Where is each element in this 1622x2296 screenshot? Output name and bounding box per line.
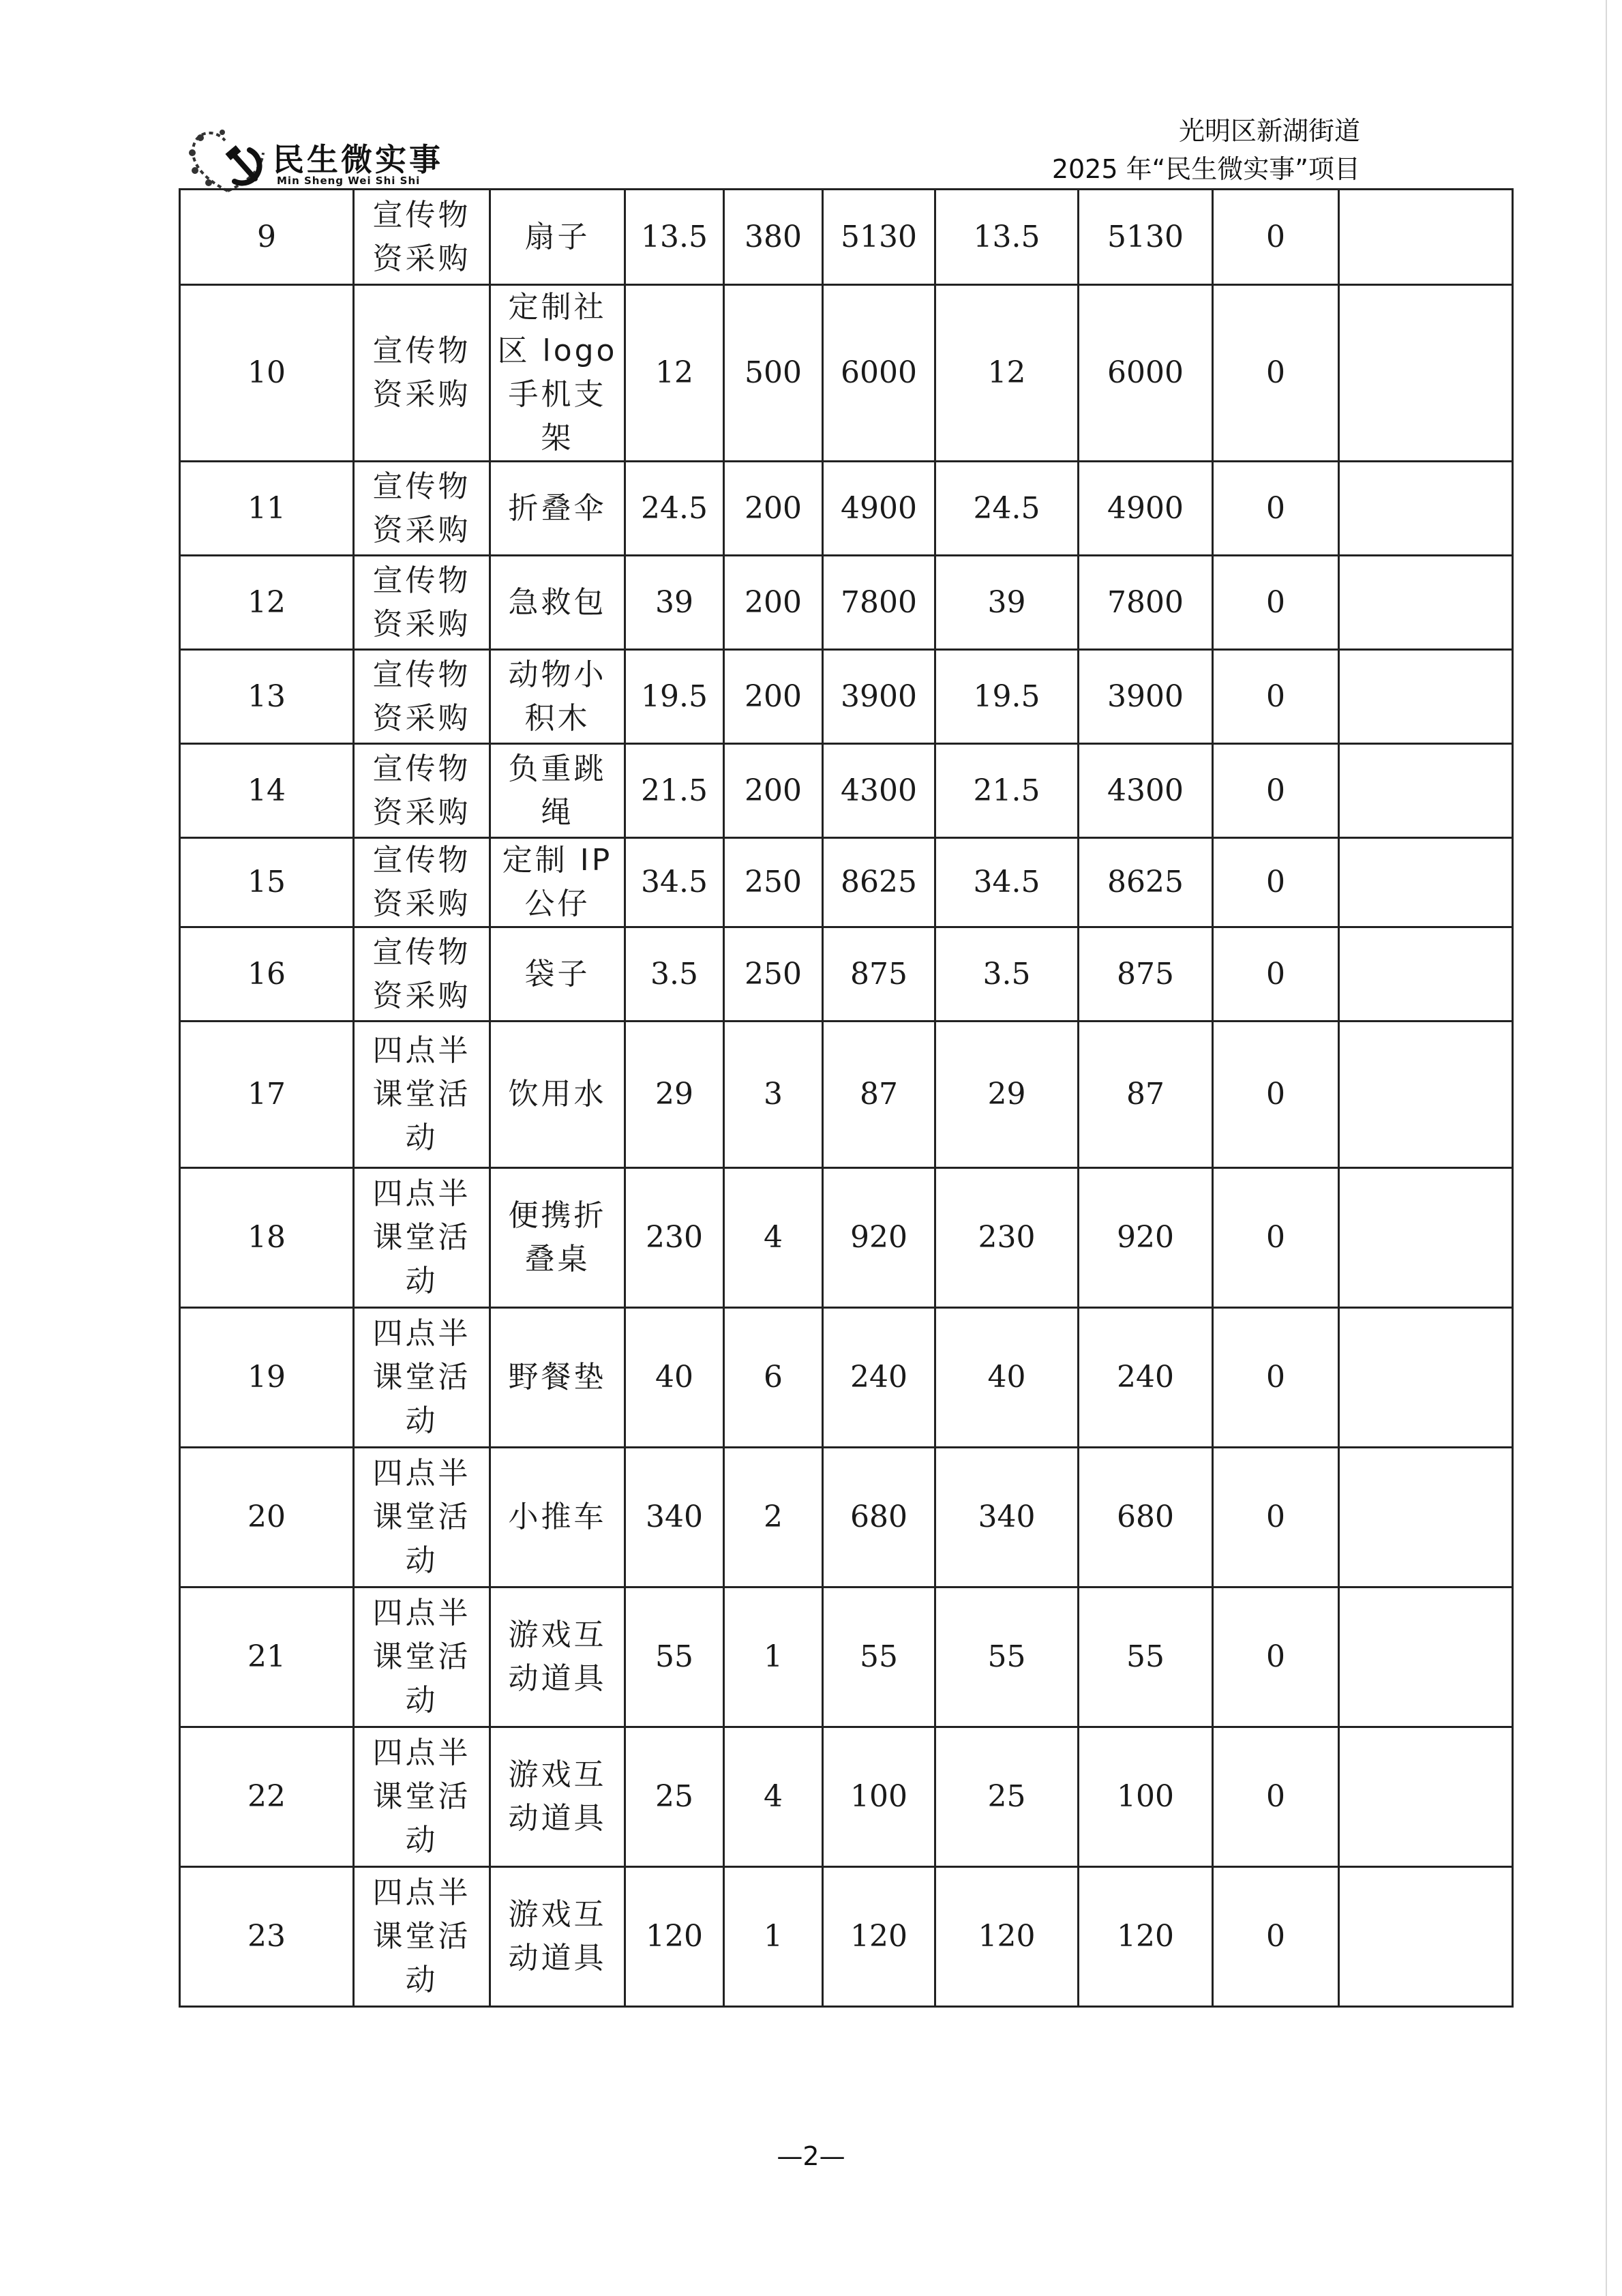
quantity-cell: 250 [724, 838, 823, 927]
table-body [180, 190, 1513, 2007]
table-row [180, 1867, 1513, 2007]
amount-cell: 920 [823, 1168, 935, 1308]
table-row [180, 927, 1513, 1022]
amount-cell: 87 [823, 1022, 935, 1168]
unit-price-cell: 25 [625, 1727, 724, 1867]
actual-amount-cell: 680 [1079, 1448, 1213, 1587]
item-name-cell: 定制社区 logo 手机支架 [490, 285, 625, 462]
difference-cell: 0 [1213, 838, 1339, 927]
item-name-cell: 折叠伞 [490, 462, 625, 556]
note-cell [1339, 927, 1513, 1022]
quantity-cell: 4 [724, 1168, 823, 1308]
actual-amount-cell: 87 [1079, 1022, 1213, 1168]
actual-price-cell: 340 [935, 1448, 1079, 1587]
actual-price-cell: 34.5 [935, 838, 1079, 927]
actual-price-cell: 3.5 [935, 927, 1079, 1022]
category-cell: 四点半课堂活动 [354, 1727, 490, 1867]
table-row [180, 1168, 1513, 1308]
quantity-cell: 380 [724, 190, 823, 285]
actual-price-cell: 55 [935, 1587, 1079, 1727]
unit-price-cell: 24.5 [625, 462, 724, 556]
actual-amount-cell: 5130 [1079, 190, 1213, 285]
item-name-cell: 游戏互动道具 [490, 1867, 625, 2007]
amount-cell: 680 [823, 1448, 935, 1587]
table-row [180, 1308, 1513, 1448]
category-cell: 宣传物资采购 [354, 190, 490, 285]
category-cell: 宣传物资采购 [354, 927, 490, 1022]
amount-cell: 8625 [823, 838, 935, 927]
table-row [180, 744, 1513, 838]
unit-price-cell: 13.5 [625, 190, 724, 285]
logo-subtitle: Min Sheng Wei Shi Shi [277, 175, 421, 187]
header-project: 2025 年“民生微实事”项目 [1051, 154, 1360, 184]
category-cell: 四点半课堂活动 [354, 1587, 490, 1727]
difference-cell: 0 [1213, 1022, 1339, 1168]
item-name-cell: 野餐垫 [490, 1308, 625, 1448]
note-cell [1339, 1308, 1513, 1448]
actual-amount-cell: 3900 [1079, 650, 1213, 744]
quantity-cell: 200 [724, 650, 823, 744]
actual-amount-cell: 920 [1079, 1168, 1213, 1308]
difference-cell: 0 [1213, 1168, 1339, 1308]
row-number: 16 [180, 927, 354, 1022]
quantity-cell: 500 [724, 285, 823, 462]
row-number: 21 [180, 1587, 354, 1727]
row-number: 17 [180, 1022, 354, 1168]
table-row [180, 556, 1513, 650]
quantity-cell: 200 [724, 556, 823, 650]
table-row [180, 1022, 1513, 1168]
difference-cell: 0 [1213, 1308, 1339, 1448]
actual-price-cell: 24.5 [935, 462, 1079, 556]
item-name-cell: 急救包 [490, 556, 625, 650]
minsheng-logo [184, 123, 470, 198]
amount-cell: 5130 [823, 190, 935, 285]
row-number: 22 [180, 1727, 354, 1867]
note-cell [1339, 1168, 1513, 1308]
item-name-cell: 游戏互动道具 [490, 1727, 625, 1867]
note-cell [1339, 1022, 1513, 1168]
item-name-cell: 动物小积木 [490, 650, 625, 744]
actual-price-cell: 13.5 [935, 190, 1079, 285]
amount-cell: 4900 [823, 462, 935, 556]
actual-amount-cell: 875 [1079, 927, 1213, 1022]
actual-amount-cell: 4900 [1079, 462, 1213, 556]
table-row [180, 462, 1513, 556]
item-name-cell: 便携折叠桌 [490, 1168, 625, 1308]
heart-wreath-icon [184, 123, 273, 198]
row-number: 12 [180, 556, 354, 650]
unit-price-cell: 340 [625, 1448, 724, 1587]
actual-price-cell: 12 [935, 285, 1079, 462]
category-cell: 宣传物资采购 [354, 462, 490, 556]
item-name-cell: 游戏互动道具 [490, 1587, 625, 1727]
row-number: 14 [180, 744, 354, 838]
difference-cell: 0 [1213, 1448, 1339, 1587]
item-name-cell: 负重跳绳 [490, 744, 625, 838]
item-name-cell: 小推车 [490, 1448, 625, 1587]
unit-price-cell: 29 [625, 1022, 724, 1168]
difference-cell: 0 [1213, 190, 1339, 285]
actual-price-cell: 21.5 [935, 744, 1079, 838]
quantity-cell: 200 [724, 462, 823, 556]
row-number: 20 [180, 1448, 354, 1587]
header-info [1052, 112, 1360, 188]
actual-amount-cell: 6000 [1079, 285, 1213, 462]
row-number: 11 [180, 462, 354, 556]
note-cell [1339, 556, 1513, 650]
actual-price-cell: 29 [935, 1022, 1079, 1168]
category-cell: 四点半课堂活动 [354, 1168, 490, 1308]
note-cell [1339, 1587, 1513, 1727]
quantity-cell: 200 [724, 744, 823, 838]
category-cell: 四点半课堂活动 [354, 1308, 490, 1448]
note-cell [1339, 190, 1513, 285]
item-name-cell: 定制 IP 公仔 [490, 838, 625, 927]
note-cell [1339, 1867, 1513, 2007]
unit-price-cell: 12 [625, 285, 724, 462]
category-cell: 宣传物资采购 [354, 556, 490, 650]
difference-cell: 0 [1213, 1587, 1339, 1727]
row-number: 15 [180, 838, 354, 927]
table-row [180, 285, 1513, 462]
actual-amount-cell: 120 [1079, 1867, 1213, 2007]
amount-cell: 875 [823, 927, 935, 1022]
difference-cell: 0 [1213, 1867, 1339, 2007]
row-number: 13 [180, 650, 354, 744]
item-name-cell: 饮用水 [490, 1022, 625, 1168]
page-number: —2— [777, 2141, 845, 2171]
table-row [180, 1587, 1513, 1727]
amount-cell: 6000 [823, 285, 935, 462]
note-cell [1339, 838, 1513, 927]
actual-amount-cell: 240 [1079, 1308, 1213, 1448]
actual-amount-cell: 7800 [1079, 556, 1213, 650]
actual-price-cell: 25 [935, 1727, 1079, 1867]
row-number: 23 [180, 1867, 354, 2007]
logo-title: 民生微实事 [273, 141, 443, 178]
quantity-cell: 250 [724, 927, 823, 1022]
unit-price-cell: 3.5 [625, 927, 724, 1022]
unit-price-cell: 120 [625, 1867, 724, 2007]
table-row [180, 838, 1513, 927]
unit-price-cell: 55 [625, 1587, 724, 1727]
actual-amount-cell: 8625 [1079, 838, 1213, 927]
quantity-cell: 1 [724, 1867, 823, 2007]
unit-price-cell: 40 [625, 1308, 724, 1448]
unit-price-cell: 230 [625, 1168, 724, 1308]
difference-cell: 0 [1213, 285, 1339, 462]
table-row [180, 190, 1513, 285]
unit-price-cell: 21.5 [625, 744, 724, 838]
quantity-cell: 6 [724, 1308, 823, 1448]
category-cell: 四点半课堂活动 [354, 1022, 490, 1168]
actual-amount-cell: 55 [1079, 1587, 1213, 1727]
quantity-cell: 2 [724, 1448, 823, 1587]
amount-cell: 55 [823, 1587, 935, 1727]
note-cell [1339, 285, 1513, 462]
page-edge [1606, 0, 1607, 2296]
difference-cell: 0 [1213, 650, 1339, 744]
category-cell: 宣传物资采购 [354, 650, 490, 744]
row-number: 18 [180, 1168, 354, 1308]
note-cell [1339, 462, 1513, 556]
amount-cell: 120 [823, 1867, 935, 2007]
row-number: 10 [180, 285, 354, 462]
note-cell [1339, 650, 1513, 744]
header-org: 光明区新湖街道 [1178, 116, 1360, 146]
difference-cell: 0 [1213, 744, 1339, 838]
quantity-cell: 3 [724, 1022, 823, 1168]
difference-cell: 0 [1213, 927, 1339, 1022]
unit-price-cell: 19.5 [625, 650, 724, 744]
table-row [180, 1727, 1513, 1867]
expense-table [179, 188, 1514, 2008]
amount-cell: 3900 [823, 650, 935, 744]
actual-amount-cell: 100 [1079, 1727, 1213, 1867]
note-cell [1339, 1448, 1513, 1587]
amount-cell: 240 [823, 1308, 935, 1448]
amount-cell: 7800 [823, 556, 935, 650]
item-name-cell: 扇子 [490, 190, 625, 285]
actual-amount-cell: 4300 [1079, 744, 1213, 838]
note-cell [1339, 744, 1513, 838]
actual-price-cell: 39 [935, 556, 1079, 650]
category-cell: 四点半课堂活动 [354, 1448, 490, 1587]
unit-price-cell: 39 [625, 556, 724, 650]
amount-cell: 4300 [823, 744, 935, 838]
difference-cell: 0 [1213, 556, 1339, 650]
expense-table-container [179, 188, 1512, 2008]
category-cell: 四点半课堂活动 [354, 1867, 490, 2007]
amount-cell: 100 [823, 1727, 935, 1867]
category-cell: 宣传物资采购 [354, 744, 490, 838]
note-cell [1339, 1727, 1513, 1867]
table-row [180, 650, 1513, 744]
difference-cell: 0 [1213, 1727, 1339, 1867]
item-name-cell: 袋子 [490, 927, 625, 1022]
row-number: 9 [180, 190, 354, 285]
actual-price-cell: 120 [935, 1867, 1079, 2007]
category-cell: 宣传物资采购 [354, 838, 490, 927]
actual-price-cell: 40 [935, 1308, 1079, 1448]
quantity-cell: 4 [724, 1727, 823, 1867]
difference-cell: 0 [1213, 462, 1339, 556]
actual-price-cell: 230 [935, 1168, 1079, 1308]
category-cell: 宣传物资采购 [354, 285, 490, 462]
unit-price-cell: 34.5 [625, 838, 724, 927]
row-number: 19 [180, 1308, 354, 1448]
quantity-cell: 1 [724, 1587, 823, 1727]
actual-price-cell: 19.5 [935, 650, 1079, 744]
table-row [180, 1448, 1513, 1587]
